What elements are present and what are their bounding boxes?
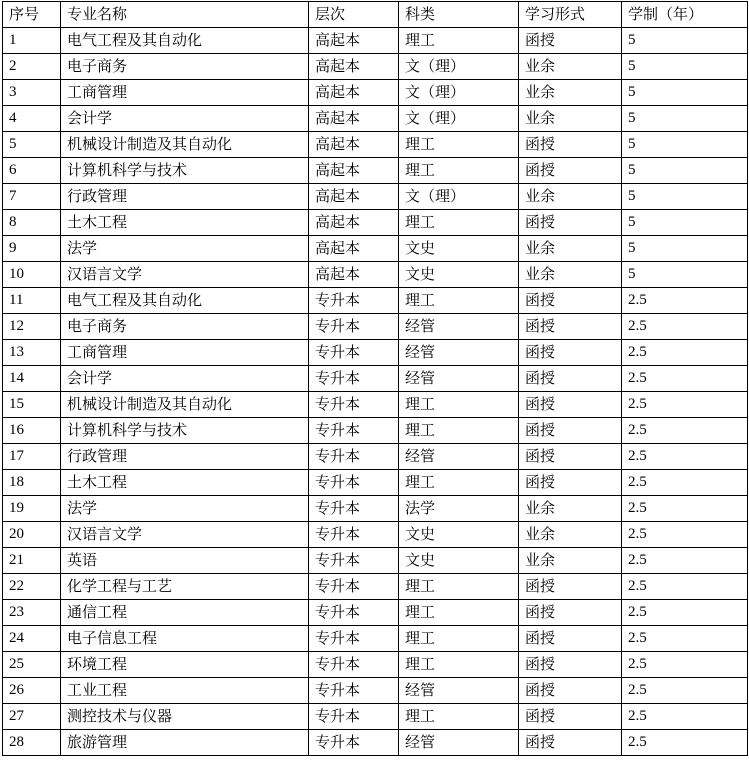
cell-level: 专升本 bbox=[309, 366, 399, 392]
cell-category: 理工 bbox=[399, 574, 519, 600]
cell-category: 文史 bbox=[399, 262, 519, 288]
cell-level: 专升本 bbox=[309, 496, 399, 522]
table-row bbox=[3, 496, 748, 522]
cell-duration: 2.5 bbox=[622, 704, 748, 730]
header-cell-level: 层次 bbox=[309, 2, 399, 28]
cell-index: 3 bbox=[3, 80, 61, 106]
cell-major: 汉语言文学 bbox=[61, 522, 309, 548]
cell-study-mode: 函授 bbox=[519, 470, 622, 496]
cell-duration: 2.5 bbox=[622, 574, 748, 600]
cell-study-mode: 函授 bbox=[519, 366, 622, 392]
cell-category: 经管 bbox=[399, 340, 519, 366]
cell-level: 高起本 bbox=[309, 158, 399, 184]
program-table bbox=[2, 1, 748, 756]
cell-index: 7 bbox=[3, 184, 61, 210]
cell-level: 高起本 bbox=[309, 80, 399, 106]
cell-index: 6 bbox=[3, 158, 61, 184]
table-row bbox=[3, 184, 748, 210]
cell-duration: 5 bbox=[622, 210, 748, 236]
cell-major: 测控技术与仪器 bbox=[61, 704, 309, 730]
cell-category: 理工 bbox=[399, 626, 519, 652]
cell-duration: 5 bbox=[622, 80, 748, 106]
cell-duration: 2.5 bbox=[622, 600, 748, 626]
cell-category: 理工 bbox=[399, 210, 519, 236]
cell-level: 高起本 bbox=[309, 28, 399, 54]
cell-study-mode: 业余 bbox=[519, 54, 622, 80]
cell-category: 理工 bbox=[399, 652, 519, 678]
cell-duration: 5 bbox=[622, 236, 748, 262]
cell-level: 高起本 bbox=[309, 236, 399, 262]
cell-level: 专升本 bbox=[309, 288, 399, 314]
cell-index: 2 bbox=[3, 54, 61, 80]
cell-duration: 2.5 bbox=[622, 340, 748, 366]
cell-index: 17 bbox=[3, 444, 61, 470]
cell-level: 高起本 bbox=[309, 210, 399, 236]
table-row bbox=[3, 574, 748, 600]
cell-category: 理工 bbox=[399, 132, 519, 158]
cell-duration: 5 bbox=[622, 262, 748, 288]
cell-study-mode: 业余 bbox=[519, 184, 622, 210]
table-row bbox=[3, 210, 748, 236]
table-row bbox=[3, 54, 748, 80]
cell-index: 5 bbox=[3, 132, 61, 158]
cell-major: 行政管理 bbox=[61, 184, 309, 210]
cell-study-mode: 函授 bbox=[519, 678, 622, 704]
cell-category: 文史 bbox=[399, 522, 519, 548]
cell-category: 文（理） bbox=[399, 80, 519, 106]
cell-index: 12 bbox=[3, 314, 61, 340]
cell-index: 13 bbox=[3, 340, 61, 366]
cell-study-mode: 函授 bbox=[519, 418, 622, 444]
table-row bbox=[3, 470, 748, 496]
cell-study-mode: 业余 bbox=[519, 106, 622, 132]
cell-level: 高起本 bbox=[309, 54, 399, 80]
table-row bbox=[3, 678, 748, 704]
cell-major: 电子商务 bbox=[61, 314, 309, 340]
header-cell-study-mode: 学习形式 bbox=[519, 2, 622, 28]
cell-level: 专升本 bbox=[309, 626, 399, 652]
cell-duration: 2.5 bbox=[622, 470, 748, 496]
header-cell-index: 序号 bbox=[3, 2, 61, 28]
table-row bbox=[3, 522, 748, 548]
cell-major: 计算机科学与技术 bbox=[61, 158, 309, 184]
table-row bbox=[3, 600, 748, 626]
cell-level: 专升本 bbox=[309, 704, 399, 730]
cell-study-mode: 函授 bbox=[519, 626, 622, 652]
table-row bbox=[3, 418, 748, 444]
cell-category: 文（理） bbox=[399, 106, 519, 132]
cell-study-mode: 函授 bbox=[519, 288, 622, 314]
cell-index: 26 bbox=[3, 678, 61, 704]
cell-duration: 2.5 bbox=[622, 288, 748, 314]
table-row bbox=[3, 704, 748, 730]
cell-index: 8 bbox=[3, 210, 61, 236]
cell-study-mode: 函授 bbox=[519, 28, 622, 54]
cell-level: 专升本 bbox=[309, 470, 399, 496]
cell-index: 11 bbox=[3, 288, 61, 314]
cell-duration: 2.5 bbox=[622, 626, 748, 652]
cell-major: 工商管理 bbox=[61, 340, 309, 366]
table-row bbox=[3, 28, 748, 54]
cell-index: 4 bbox=[3, 106, 61, 132]
cell-major: 土木工程 bbox=[61, 470, 309, 496]
table-row bbox=[3, 366, 748, 392]
cell-major: 机械设计制造及其自动化 bbox=[61, 132, 309, 158]
cell-index: 27 bbox=[3, 704, 61, 730]
cell-major: 计算机科学与技术 bbox=[61, 418, 309, 444]
cell-category: 理工 bbox=[399, 418, 519, 444]
cell-category: 经管 bbox=[399, 314, 519, 340]
cell-study-mode: 业余 bbox=[519, 496, 622, 522]
table-row bbox=[3, 158, 748, 184]
cell-major: 电气工程及其自动化 bbox=[61, 28, 309, 54]
table-row bbox=[3, 262, 748, 288]
cell-study-mode: 函授 bbox=[519, 704, 622, 730]
cell-major: 电子商务 bbox=[61, 54, 309, 80]
cell-study-mode: 函授 bbox=[519, 158, 622, 184]
cell-major: 旅游管理 bbox=[61, 730, 309, 756]
cell-category: 理工 bbox=[399, 392, 519, 418]
cell-major: 化学工程与工艺 bbox=[61, 574, 309, 600]
header-cell-major: 专业名称 bbox=[61, 2, 309, 28]
cell-duration: 2.5 bbox=[622, 314, 748, 340]
cell-level: 高起本 bbox=[309, 184, 399, 210]
cell-study-mode: 函授 bbox=[519, 132, 622, 158]
cell-study-mode: 函授 bbox=[519, 730, 622, 756]
header-cell-duration: 学制（年） bbox=[622, 2, 748, 28]
cell-category: 经管 bbox=[399, 678, 519, 704]
cell-major: 法学 bbox=[61, 236, 309, 262]
cell-level: 专升本 bbox=[309, 418, 399, 444]
table-row bbox=[3, 132, 748, 158]
cell-level: 专升本 bbox=[309, 600, 399, 626]
table-row bbox=[3, 340, 748, 366]
cell-category: 法学 bbox=[399, 496, 519, 522]
table-row bbox=[3, 652, 748, 678]
cell-category: 理工 bbox=[399, 600, 519, 626]
cell-index: 18 bbox=[3, 470, 61, 496]
table-row bbox=[3, 392, 748, 418]
table-row bbox=[3, 730, 748, 756]
table-row bbox=[3, 548, 748, 574]
cell-study-mode: 函授 bbox=[519, 340, 622, 366]
cell-level: 高起本 bbox=[309, 262, 399, 288]
cell-category: 经管 bbox=[399, 444, 519, 470]
cell-duration: 2.5 bbox=[622, 366, 748, 392]
table-row bbox=[3, 106, 748, 132]
cell-major: 英语 bbox=[61, 548, 309, 574]
table-row bbox=[3, 236, 748, 262]
cell-index: 25 bbox=[3, 652, 61, 678]
cell-duration: 2.5 bbox=[622, 496, 748, 522]
cell-study-mode: 函授 bbox=[519, 574, 622, 600]
cell-level: 专升本 bbox=[309, 730, 399, 756]
cell-study-mode: 业余 bbox=[519, 522, 622, 548]
table-header-row bbox=[3, 2, 748, 28]
cell-duration: 5 bbox=[622, 132, 748, 158]
cell-major: 环境工程 bbox=[61, 652, 309, 678]
cell-index: 24 bbox=[3, 626, 61, 652]
cell-study-mode: 业余 bbox=[519, 80, 622, 106]
cell-study-mode: 函授 bbox=[519, 314, 622, 340]
cell-index: 10 bbox=[3, 262, 61, 288]
cell-category: 经管 bbox=[399, 730, 519, 756]
cell-index: 20 bbox=[3, 522, 61, 548]
cell-duration: 2.5 bbox=[622, 392, 748, 418]
cell-major: 电子信息工程 bbox=[61, 626, 309, 652]
cell-duration: 5 bbox=[622, 184, 748, 210]
cell-category: 文史 bbox=[399, 548, 519, 574]
cell-index: 19 bbox=[3, 496, 61, 522]
cell-duration: 2.5 bbox=[622, 678, 748, 704]
cell-duration: 5 bbox=[622, 28, 748, 54]
cell-major: 电气工程及其自动化 bbox=[61, 288, 309, 314]
cell-category: 文（理） bbox=[399, 184, 519, 210]
cell-level: 高起本 bbox=[309, 106, 399, 132]
cell-major: 工业工程 bbox=[61, 678, 309, 704]
cell-major: 工商管理 bbox=[61, 80, 309, 106]
cell-category: 理工 bbox=[399, 704, 519, 730]
table-row bbox=[3, 80, 748, 106]
cell-duration: 2.5 bbox=[622, 418, 748, 444]
cell-category: 经管 bbox=[399, 366, 519, 392]
table-row bbox=[3, 288, 748, 314]
cell-index: 9 bbox=[3, 236, 61, 262]
cell-category: 文（理） bbox=[399, 54, 519, 80]
cell-category: 理工 bbox=[399, 470, 519, 496]
table-row bbox=[3, 314, 748, 340]
cell-study-mode: 函授 bbox=[519, 210, 622, 236]
cell-level: 专升本 bbox=[309, 392, 399, 418]
program-table-container bbox=[2, 1, 748, 756]
cell-level: 专升本 bbox=[309, 314, 399, 340]
cell-study-mode: 业余 bbox=[519, 236, 622, 262]
cell-level: 专升本 bbox=[309, 574, 399, 600]
cell-index: 1 bbox=[3, 28, 61, 54]
cell-index: 14 bbox=[3, 366, 61, 392]
cell-level: 专升本 bbox=[309, 678, 399, 704]
cell-index: 16 bbox=[3, 418, 61, 444]
cell-level: 专升本 bbox=[309, 444, 399, 470]
cell-category: 理工 bbox=[399, 158, 519, 184]
cell-major: 行政管理 bbox=[61, 444, 309, 470]
cell-major: 会计学 bbox=[61, 106, 309, 132]
cell-index: 15 bbox=[3, 392, 61, 418]
cell-study-mode: 业余 bbox=[519, 548, 622, 574]
cell-level: 专升本 bbox=[309, 548, 399, 574]
table-row bbox=[3, 444, 748, 470]
cell-category: 理工 bbox=[399, 288, 519, 314]
cell-study-mode: 函授 bbox=[519, 444, 622, 470]
cell-index: 23 bbox=[3, 600, 61, 626]
cell-index: 22 bbox=[3, 574, 61, 600]
cell-index: 28 bbox=[3, 730, 61, 756]
table-body bbox=[3, 28, 748, 756]
cell-major: 通信工程 bbox=[61, 600, 309, 626]
cell-duration: 2.5 bbox=[622, 444, 748, 470]
cell-level: 专升本 bbox=[309, 522, 399, 548]
cell-study-mode: 函授 bbox=[519, 600, 622, 626]
cell-duration: 2.5 bbox=[622, 548, 748, 574]
cell-major: 汉语言文学 bbox=[61, 262, 309, 288]
cell-major: 法学 bbox=[61, 496, 309, 522]
cell-index: 21 bbox=[3, 548, 61, 574]
cell-category: 理工 bbox=[399, 28, 519, 54]
cell-duration: 5 bbox=[622, 106, 748, 132]
cell-duration: 5 bbox=[622, 158, 748, 184]
cell-level: 专升本 bbox=[309, 652, 399, 678]
cell-study-mode: 函授 bbox=[519, 392, 622, 418]
cell-duration: 2.5 bbox=[622, 730, 748, 756]
header-cell-category: 科类 bbox=[399, 2, 519, 28]
cell-major: 机械设计制造及其自动化 bbox=[61, 392, 309, 418]
table-row bbox=[3, 626, 748, 652]
cell-major: 土木工程 bbox=[61, 210, 309, 236]
cell-duration: 2.5 bbox=[622, 522, 748, 548]
cell-major: 会计学 bbox=[61, 366, 309, 392]
cell-study-mode: 函授 bbox=[519, 652, 622, 678]
cell-duration: 2.5 bbox=[622, 652, 748, 678]
cell-duration: 5 bbox=[622, 54, 748, 80]
cell-study-mode: 业余 bbox=[519, 262, 622, 288]
cell-category: 文史 bbox=[399, 236, 519, 262]
cell-level: 专升本 bbox=[309, 340, 399, 366]
cell-level: 高起本 bbox=[309, 132, 399, 158]
